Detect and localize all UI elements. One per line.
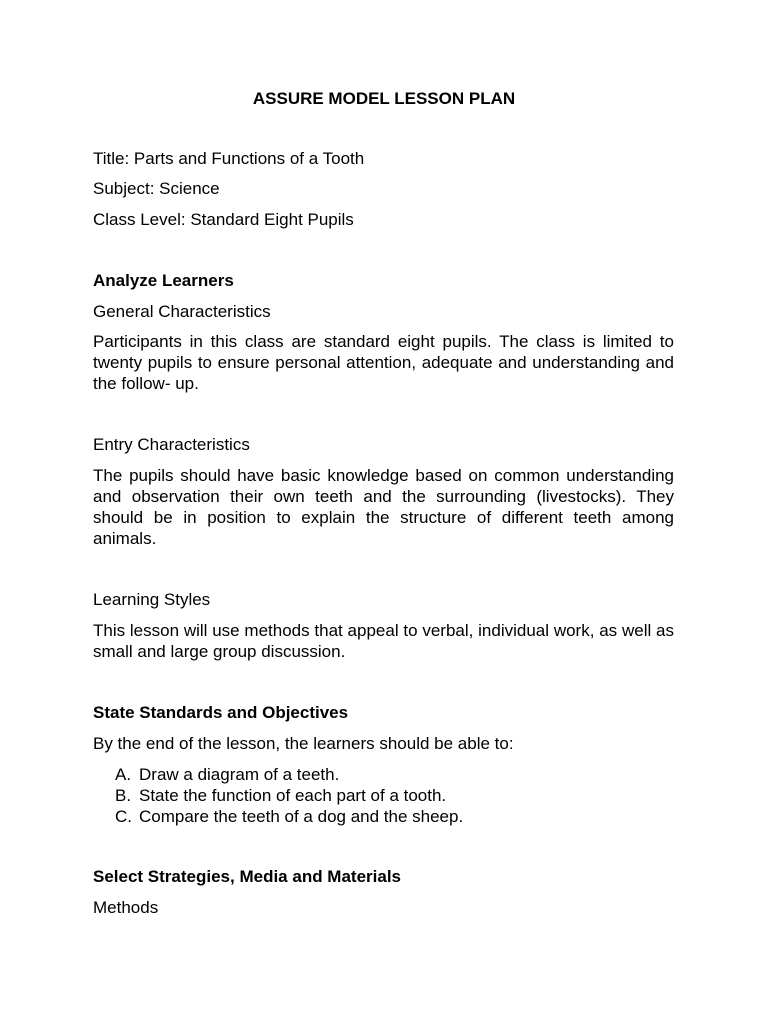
list-item-text: Draw a diagram of a teeth. xyxy=(139,765,340,784)
subheading-general-characteristics: General Characteristics xyxy=(93,302,271,321)
list-item-text: State the function of each part of a tooth. xyxy=(139,786,447,805)
subheading-methods: Methods xyxy=(93,898,159,917)
section-heading-state-standards: State Standards and Objectives xyxy=(93,703,349,722)
list-item xyxy=(115,785,463,806)
list-marker: B. xyxy=(115,786,132,805)
section-heading-analyze-learners: Analyze Learners xyxy=(93,271,234,290)
paragraph-learning-styles: This lesson will use methods that appeal to verbal, individual work, as well as small and large group discussion. xyxy=(93,621,674,661)
list-item xyxy=(115,806,463,827)
list-item xyxy=(115,764,463,785)
list-marker: A. xyxy=(115,765,132,784)
section-heading-select-strategies: Select Strategies, Media and Materials xyxy=(93,867,402,886)
list-item-text: Compare the teeth of a dog and the sheep. xyxy=(139,807,464,826)
subheading-learning-styles: Learning Styles xyxy=(93,590,211,609)
paragraph-general-characteristics: Participants in this class are standard eight pupils. The class is limited to twenty pupils to ensure personal attention, adequate and understanding and the follow- up. xyxy=(93,332,674,393)
paragraph-entry-characteristics: The pupils should have basic knowledge based on common understanding and observation their own teeth and the surrounding (livestocks). They should be in position to explain the structure of different teeth among animals. xyxy=(93,466,674,548)
title-line: Title: Parts and Functions of a Tooth xyxy=(93,149,365,168)
list-marker: C. xyxy=(115,807,132,826)
objectives-list xyxy=(115,764,463,827)
subheading-entry-characteristics: Entry Characteristics xyxy=(93,435,250,454)
subject-line: Subject: Science xyxy=(93,179,220,198)
class-level-line: Class Level: Standard Eight Pupils xyxy=(93,210,354,229)
objectives-intro: By the end of the lesson, the learners should be able to: xyxy=(93,734,514,753)
document-heading: ASSURE MODEL LESSON PLAN xyxy=(252,89,516,108)
